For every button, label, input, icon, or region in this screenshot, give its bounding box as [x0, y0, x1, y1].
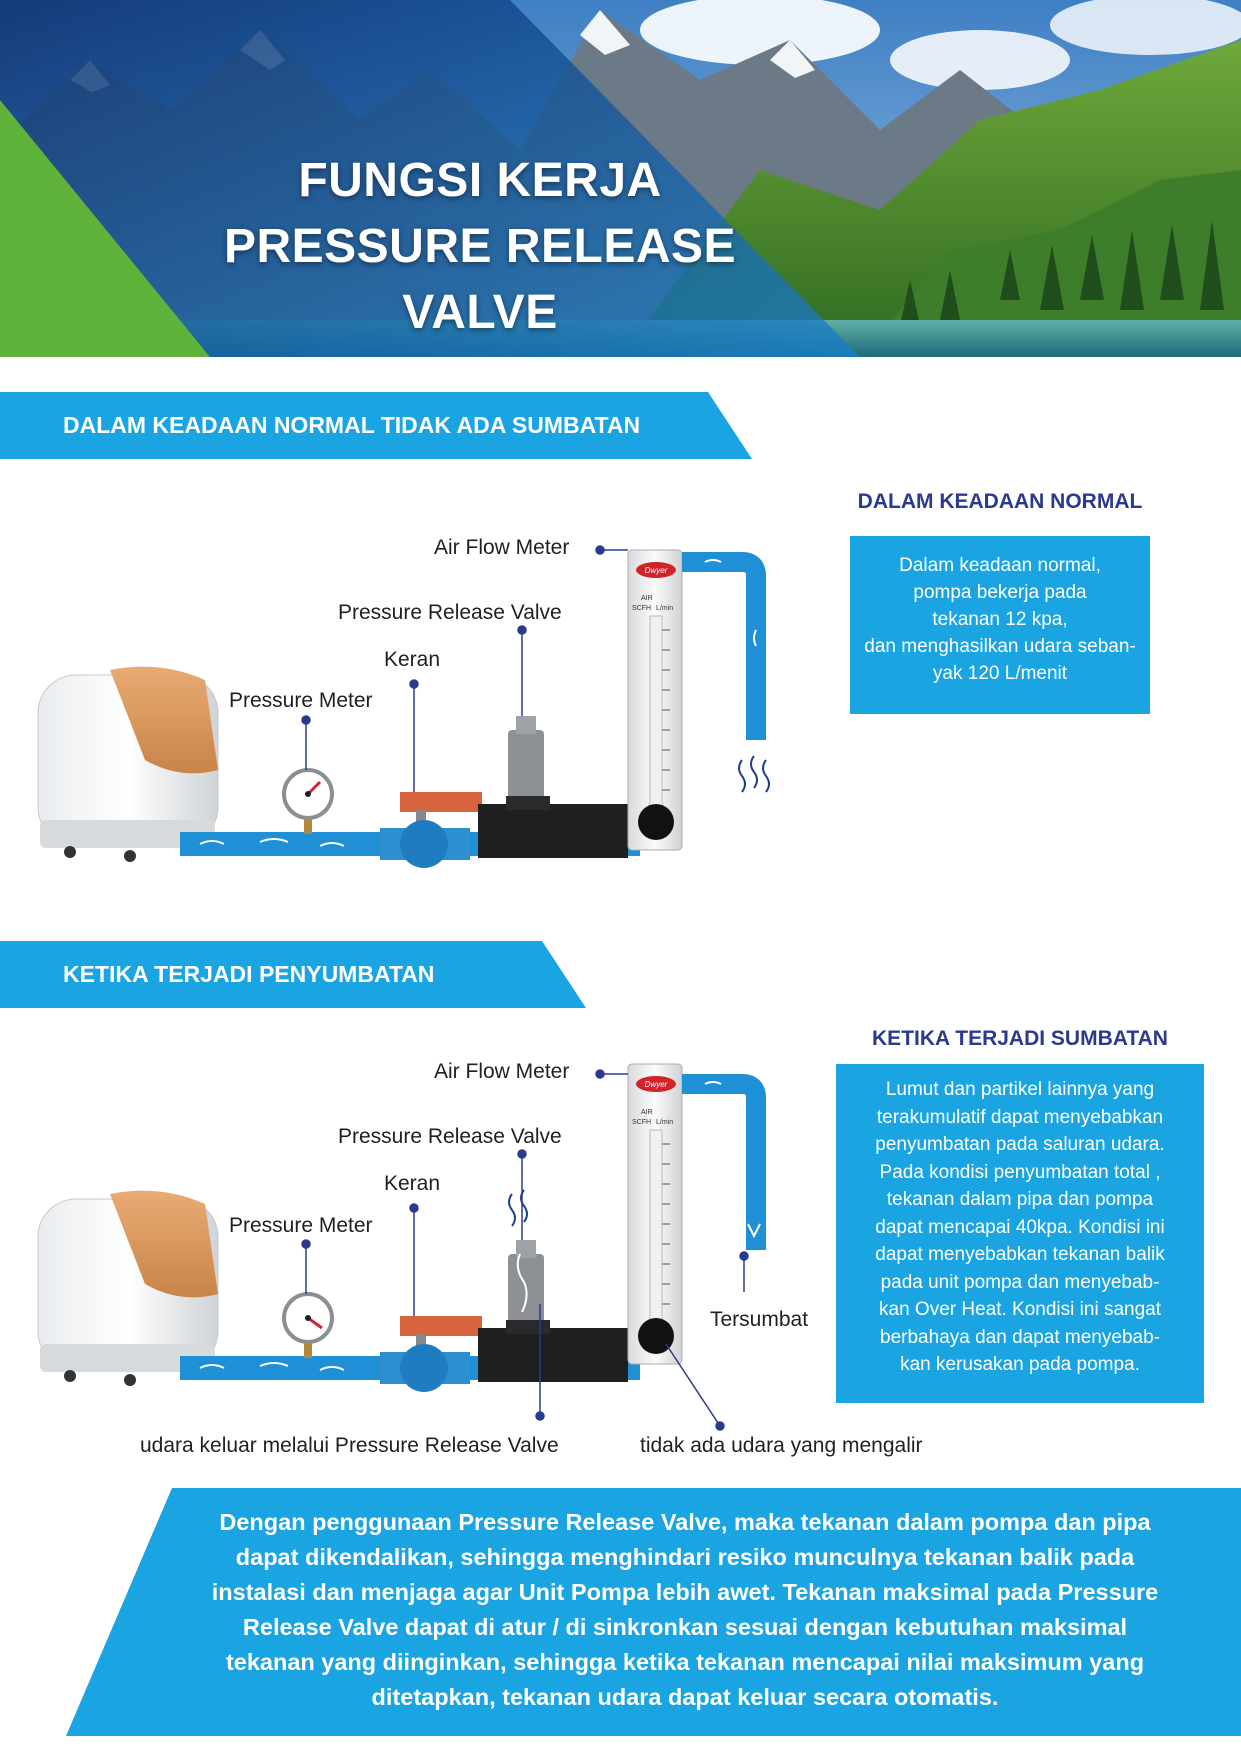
info-line: dan menghasilkan udara seban- [864, 636, 1136, 657]
air-flow-meter-icon [628, 1064, 682, 1364]
info-line: kan kerusakan pada pompa. [900, 1354, 1140, 1375]
info-heading-normal: DALAM KEADAAN NORMAL [857, 490, 1143, 513]
label-tersumbat: Tersumbat [710, 1308, 809, 1331]
label-keran: Keran [384, 1172, 441, 1195]
footer-line: ditetapkan, tekanan udara dapat keluar secara otomatis. [371, 1684, 999, 1710]
title-line-1: FUNGSI KERJA [298, 154, 662, 207]
info-line: Dalam keadaan normal, [899, 555, 1101, 576]
footer-summary [150, 1505, 1220, 1715]
label-pressure-release-valve: Pressure Release Valve [338, 601, 562, 624]
info-line: terakumulatif dapat menyebabkan [876, 1106, 1164, 1128]
footer-line: Release Valve dapat di atur / di sinkronkan sesuai dengan kebutuhan maksimal [242, 1614, 1128, 1640]
label-air-flow-meter: Air Flow Meter [434, 536, 570, 559]
info-line: berbahaya dan dapat menyebab- [880, 1326, 1160, 1348]
label-udara-keluar: udara keluar melalui Pressure Release Valve [140, 1434, 559, 1457]
section-title-normal: DALAM KEADAAN NORMAL TIDAK ADA SUMBATAN [63, 412, 641, 438]
title-line-3: VALVE [402, 286, 558, 339]
title-line-2: PRESSURE RELEASE [223, 220, 737, 273]
ball-valve-icon [380, 792, 482, 868]
label-pressure-release-valve: Pressure Release Valve [338, 1125, 562, 1148]
info-box-normal [850, 536, 1150, 714]
label-air-flow-meter: Air Flow Meter [434, 1060, 570, 1083]
info-line: kan Over Heat. Kondisi ini sangat [879, 1299, 1161, 1320]
meter-unit-air: AIR [641, 595, 653, 602]
ball-valve-icon [380, 1316, 482, 1392]
label-tidak-ada-udara: tidak ada udara yang mengalir [640, 1434, 923, 1457]
info-line: tekanan 12 kpa, [932, 609, 1068, 630]
air-flow-meter-icon [628, 550, 682, 850]
section-banner-blocked [0, 941, 586, 1008]
section-banner-normal [0, 392, 752, 459]
info-line: Lumut dan partikel lainnya yang [885, 1079, 1155, 1100]
info-line: pompa bekerja pada [913, 582, 1087, 603]
info-line: dapat menyebabkan tekanan balik [875, 1244, 1165, 1265]
label-pressure-meter: Pressure Meter [229, 689, 373, 712]
info-line: yak 120 L/menit [932, 663, 1068, 684]
diagram-blocked [0, 1044, 820, 1444]
outlet-pipe-icon [682, 1082, 760, 1250]
info-line: Pada kondisi penyumbatan total , [879, 1161, 1161, 1183]
meter-brand: Dwyer [644, 566, 668, 575]
info-line: penyumbatan pada saluran udara. [875, 1134, 1165, 1155]
info-heading-blocked: KETIKA TERJADI SUMBATAN [872, 1027, 1168, 1050]
diagram-normal [0, 520, 800, 880]
pressure-gauge-icon [284, 1294, 332, 1358]
meter-unit-scfh: SCFH [632, 605, 652, 612]
meter-unit-lmin: L/min [656, 605, 674, 612]
air-escape-icon [509, 1190, 527, 1226]
info-line: dapat mencapai 40kpa. Kondisi ini [875, 1216, 1165, 1238]
label-pressure-meter: Pressure Meter [229, 1214, 373, 1237]
meter-unit-scfh: SCFH [632, 1119, 652, 1126]
air-out-icon [739, 756, 769, 792]
footer-line: tekanan yang diinginkan, sehingga ketika tekanan mencapai nilai maksimum yang [225, 1649, 1145, 1675]
page-title [200, 148, 760, 346]
info-box-blocked [836, 1064, 1204, 1403]
hero-banner [0, 0, 1241, 357]
info-line: pada unit pompa dan menyebab- [880, 1271, 1160, 1293]
meter-unit-lmin: L/min [656, 1119, 674, 1126]
section-title-blocked: KETIKA TERJADI PENYUMBATAN [63, 961, 435, 987]
meter-brand: Dwyer [644, 1080, 668, 1089]
outlet-pipe-icon [682, 560, 769, 792]
label-keran: Keran [384, 648, 441, 671]
pressure-gauge-icon [284, 770, 332, 834]
leader-lines [302, 546, 628, 792]
footer-line: instalasi dan menjaga agar Unit Pompa lebih awet. Tekanan maksimal pada Pressure [211, 1579, 1159, 1605]
footer-line: dapat dikendalikan, sehingga menghindari resiko munculnya tekanan balik pada [235, 1544, 1135, 1570]
pressure-release-valve-icon [478, 716, 628, 858]
meter-unit-air: AIR [641, 1109, 653, 1116]
info-line: tekanan dalam pipa dan pompa [886, 1189, 1154, 1210]
footer-line: Dengan penggunaan Pressure Release Valve, maka tekanan dalam pompa dan pipa [219, 1509, 1151, 1535]
pressure-release-valve-icon [478, 1190, 628, 1382]
